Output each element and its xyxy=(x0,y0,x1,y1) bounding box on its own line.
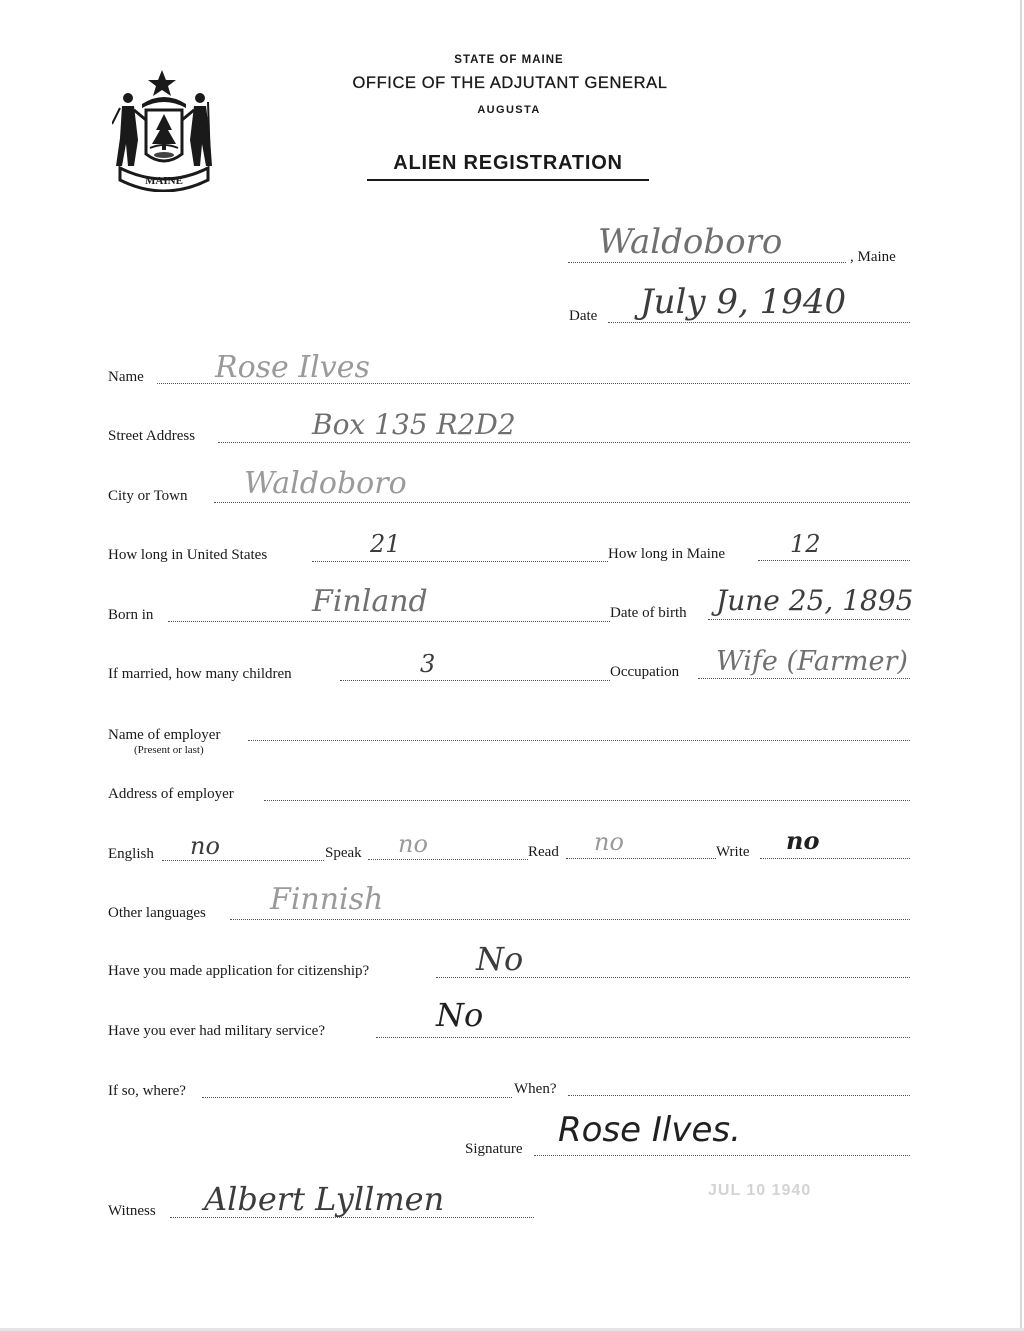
years-us-value: 21 xyxy=(370,530,401,558)
children-value: 3 xyxy=(420,650,436,678)
dob-dotted-line xyxy=(708,619,910,620)
when-dotted-line xyxy=(568,1095,910,1096)
born-in-dotted-line xyxy=(168,621,610,622)
header-city: AUGUSTA xyxy=(477,104,541,116)
years-maine-value: 12 xyxy=(790,530,821,558)
where-label: If so, where? xyxy=(108,1083,186,1099)
occupation-value: Wife (Farmer) xyxy=(716,646,908,677)
english-dotted-line xyxy=(162,860,324,861)
received-stamp: JUL 10 1940 xyxy=(708,1182,812,1199)
read-dotted-line xyxy=(566,858,716,859)
years-us-label: How long in United States xyxy=(108,547,268,563)
born-in-value: Finland xyxy=(312,584,428,619)
signature-value: Rose Ilves. xyxy=(558,1110,741,1150)
years-maine-dotted-line xyxy=(758,560,910,561)
speak-value: no xyxy=(398,830,428,858)
dob-value: June 25, 1895 xyxy=(716,584,914,617)
scan-edge-right xyxy=(1020,0,1022,1331)
city-value: Waldoboro xyxy=(244,466,407,501)
military-dotted-line xyxy=(376,1037,910,1038)
form-title: ALIEN REGISTRATION xyxy=(367,152,649,181)
children-label: If married, how many children xyxy=(108,666,292,682)
city-label: City or Town xyxy=(108,488,188,504)
street-dotted-line xyxy=(218,442,910,443)
english-label: English xyxy=(108,846,154,862)
date-value: July 9, 1940 xyxy=(640,282,847,322)
employer-address-label: Address of employer xyxy=(108,786,234,802)
name-value: Rose Ilves xyxy=(215,350,370,385)
other-languages-value: Finnish xyxy=(270,882,384,917)
place-dotted-line xyxy=(568,262,846,263)
years-maine-label: How long in Maine xyxy=(608,546,726,562)
employer-address-dotted-line xyxy=(264,800,910,801)
write-value: no xyxy=(786,826,820,855)
employer-dotted-line xyxy=(248,740,910,741)
speak-label: Speak xyxy=(325,845,362,861)
employer-label: Name of employer xyxy=(108,727,221,743)
write-label: Write xyxy=(716,844,750,860)
place-suffix-label: , Maine xyxy=(850,249,896,265)
street-value: Box 135 R2D2 xyxy=(312,408,516,441)
city-dotted-line xyxy=(214,502,910,503)
other-languages-dotted-line xyxy=(230,919,910,920)
name-label: Name xyxy=(108,369,144,385)
street-label: Street Address xyxy=(108,428,196,444)
witness-label: Witness xyxy=(108,1203,156,1219)
other-languages-label: Other languages xyxy=(108,905,206,921)
employer-sublabel: (Present or last) xyxy=(134,744,204,756)
dob-label: Date of birth xyxy=(610,605,687,621)
signature-dotted-line xyxy=(534,1155,910,1156)
speak-dotted-line xyxy=(368,859,528,860)
military-label: Have you ever had military service? xyxy=(108,1023,325,1039)
date-label: Date xyxy=(569,308,598,324)
occupation-label: Occupation xyxy=(610,664,680,680)
witness-value: Albert Lyllmen xyxy=(204,1180,445,1218)
citizenship-label: Have you made application for citizenship? xyxy=(108,963,370,979)
date-dotted-line xyxy=(608,322,910,323)
header-state: STATE OF MAINE xyxy=(454,54,564,66)
seal-lettering: MAINE xyxy=(145,175,183,187)
signature-label: Signature xyxy=(465,1141,523,1157)
born-in-label: Born in xyxy=(108,607,154,623)
military-value: No xyxy=(436,996,484,1034)
years-us-dotted-line xyxy=(312,561,608,562)
when-label: When? xyxy=(514,1081,557,1097)
where-dotted-line xyxy=(202,1097,512,1098)
occupation-dotted-line xyxy=(698,678,910,679)
children-dotted-line xyxy=(340,680,610,681)
english-value: no xyxy=(190,832,220,860)
read-value: no xyxy=(594,828,624,856)
header-office: OFFICE OF THE ADJUTANT GENERAL xyxy=(352,74,668,92)
citizenship-value: No xyxy=(476,940,524,978)
write-dotted-line xyxy=(760,858,910,859)
read-label: Read xyxy=(528,844,559,860)
place-value: Waldoboro xyxy=(598,222,783,262)
